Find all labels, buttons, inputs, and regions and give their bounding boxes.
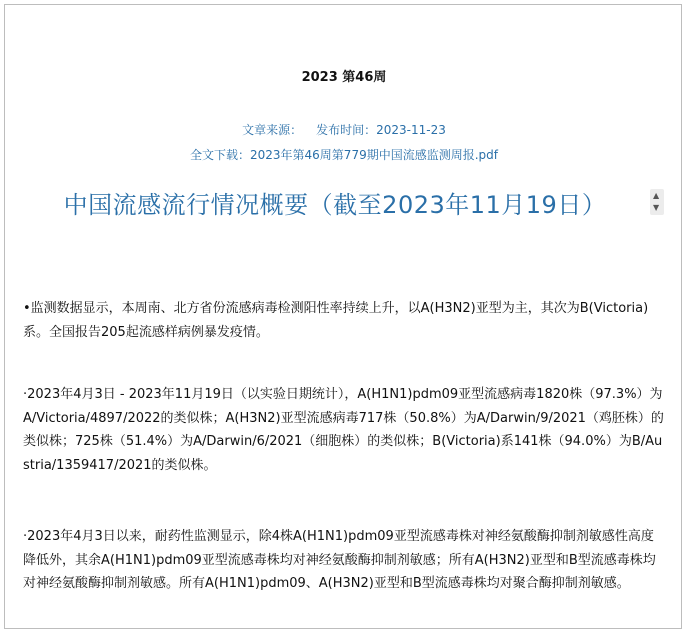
summary-paragraph-1: •监测数据显示，本周南、北方省份流感病毒检测阳性率持续上升，以A(H3N2)亚型为主，其次为B(Victoria)系。全国报告205起流感样病例暴发疫情。 <box>23 301 649 340</box>
download-label: 全文下载： <box>189 148 250 162</box>
issue-title: 2023 第46周 <box>301 70 387 85</box>
publish-label: 发布时间： <box>316 123 377 137</box>
arrow-up-icon[interactable]: ▲ <box>653 191 660 200</box>
meta-source-line <box>5 121 682 138</box>
main-heading: 中国流感流行情况概要（截至2023年11月19日） <box>63 191 607 219</box>
document-frame <box>4 4 682 629</box>
download-link[interactable]: 2023年第46周第779期中国流感监测周报.pdf <box>250 148 498 162</box>
summary-paragraph-2: ·2023年4月3日 - 2023年11月19日（以实验日期统计），A(H1N1)pdm09亚型流感病毒1820株（97.3%）为A/Victoria/4897/2022的类似株；A(H3N2)亚型流感病毒717株（50.8%）为A/Darwin/9/2021（鸡胚株）的类似株；725株（51.4%）为A/Darwin/6/2021（细胞株）的类似株；B(Victoria)系141株（94.0%）为B/Austria/1359417/2021的类似株。 <box>23 387 664 473</box>
arrow-down-icon[interactable]: ▼ <box>653 203 660 212</box>
source-label: 文章来源： <box>242 123 303 137</box>
summary-paragraph-3: ·2023年4月3日以来，耐药性监测显示，除4株A(H1N1)pdm09亚型流感毒株对神经氨酸酶抑制剂敏感性高度降低外，其余A(H1N1)pdm09亚型流感毒株均对神经氨酸酶抑制剂敏感；所有A(H3N2)亚型和B型流感毒株均对神经氨酸酶抑制剂敏感。所有A(H1N1)pdm09、A(H3N2)亚型和B型流感毒株均对聚合酶抑制剂敏感。 <box>23 529 656 591</box>
scroll-stepper[interactable] <box>650 189 664 215</box>
meta-download-line <box>5 146 682 163</box>
publish-date: 2023-11-23 <box>376 123 446 137</box>
